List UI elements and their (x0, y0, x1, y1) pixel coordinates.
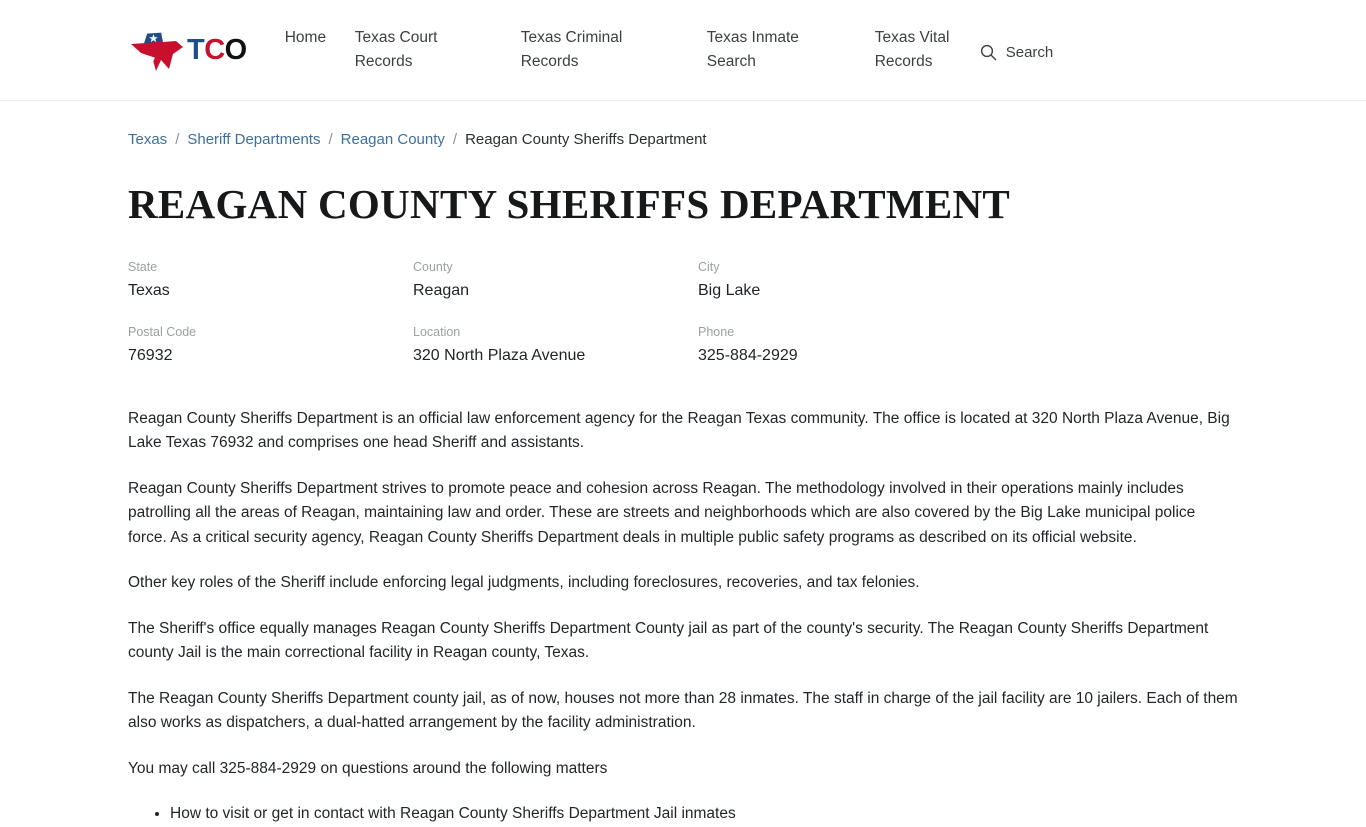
breadcrumb-item-sheriff-departments[interactable]: Sheriff Departments (187, 131, 321, 148)
main-content (0, 101, 1366, 827)
paragraph: Other key roles of the Sheriff include enforcing legal judgments, including foreclosures, recoveries, and tax felonies. (128, 574, 920, 592)
detail-phone (698, 324, 983, 367)
brand-letter-o: O (224, 34, 247, 66)
brand-wordmark (187, 36, 247, 65)
detail-label: Postal Code (128, 324, 197, 339)
breadcrumb-item-reagan-county[interactable]: Reagan County (340, 131, 445, 148)
detail-value: Reagan (413, 282, 470, 300)
article-body (128, 407, 1238, 827)
detail-value: 320 North Plaza Avenue (413, 347, 586, 365)
facility-details (128, 259, 1238, 389)
paragraph: The Reagan County Sheriffs Department county jail, as of now, houses not more than 28 inmates. The staff in charge of the jail facility are 10 jailers. Each of them also works as dispatchers, a dual-hatted arrangement by the facility administration. (128, 689, 1238, 732)
matters-list (128, 802, 1238, 826)
list-item: • How to visit or get in contact with Reagan County Sheriffs Department Jail inmates (170, 802, 1238, 826)
nav-item-texas-inmate-search[interactable]: Texas Inmate Search (706, 29, 799, 70)
breadcrumb-separator: / (452, 131, 458, 148)
texas-state-outline-icon (128, 30, 186, 72)
search-label: Search (1005, 44, 1054, 61)
breadcrumb-item-texas[interactable]: Texas (128, 131, 168, 148)
main-navigation (285, 0, 1238, 73)
paragraph: Reagan County Sheriffs Department is an official law enforcement agency for the Reagan Texas community. The office is located at 320 North Plaza Avenue, Big Lake Texas 76932 and comprises one head Sheriff and assistants. (128, 409, 1230, 452)
detail-label: City (698, 260, 720, 275)
breadcrumb-separator: / (328, 131, 333, 148)
detail-value: Texas (128, 282, 170, 300)
detail-label: Phone (698, 324, 735, 339)
nav-item-texas-criminal-records[interactable]: Texas Criminal Records (520, 29, 623, 70)
paragraph: You may call 325-884-2929 on questions around the following matters (128, 759, 608, 777)
detail-value: 76932 (128, 347, 173, 365)
nav-item-home[interactable]: Home (284, 29, 327, 46)
detail-city (698, 259, 983, 302)
paragraph: Reagan County Sheriffs Department strives to promote peace and cohesion across Reagan. The methodology involved in their operations mainly includes patrolling all the areas of Reagan, maintaining law and order. These are streets and neighborhoods which are also covered by the Big Lake municipal police force. As a critical security agency, Reagan County Sheriffs Department deals in multiple public safety programs as described on its official website. (128, 479, 1196, 546)
paragraph: The Sheriff's office equally manages Reagan County Sheriffs Department County jail as part of the county's security. The Reagan County Sheriffs Department county Jail is the main correctional facility in Reagan county, Texas. (128, 619, 1209, 662)
breadcrumb-item-current: Reagan County Sheriffs Department (465, 131, 707, 148)
breadcrumb (128, 101, 1238, 147)
breadcrumb-separator: / (175, 131, 180, 148)
detail-value: 325-884-2929 (698, 347, 798, 365)
detail-location (413, 324, 698, 367)
detail-label: State (128, 260, 158, 275)
search-icon (980, 44, 997, 61)
brand-logo[interactable] (128, 0, 247, 101)
detail-state (128, 259, 413, 302)
detail-county (413, 259, 698, 302)
nav-item-texas-court-records[interactable]: Texas Court Records (354, 29, 438, 70)
detail-postal-code (128, 324, 413, 367)
nav-item-texas-vital-records[interactable]: Texas Vital Records (874, 29, 950, 70)
brand-letter-t: T (187, 34, 205, 66)
detail-label: Location (413, 324, 461, 339)
search-button[interactable] (980, 26, 1054, 61)
detail-value: Big Lake (698, 282, 761, 300)
brand-letter-c: C (204, 34, 225, 66)
detail-label: County (413, 260, 453, 275)
site-header (0, 0, 1366, 101)
page-title: REAGAN COUNTY SHERIFFS DEPARTMENT (128, 181, 1011, 227)
